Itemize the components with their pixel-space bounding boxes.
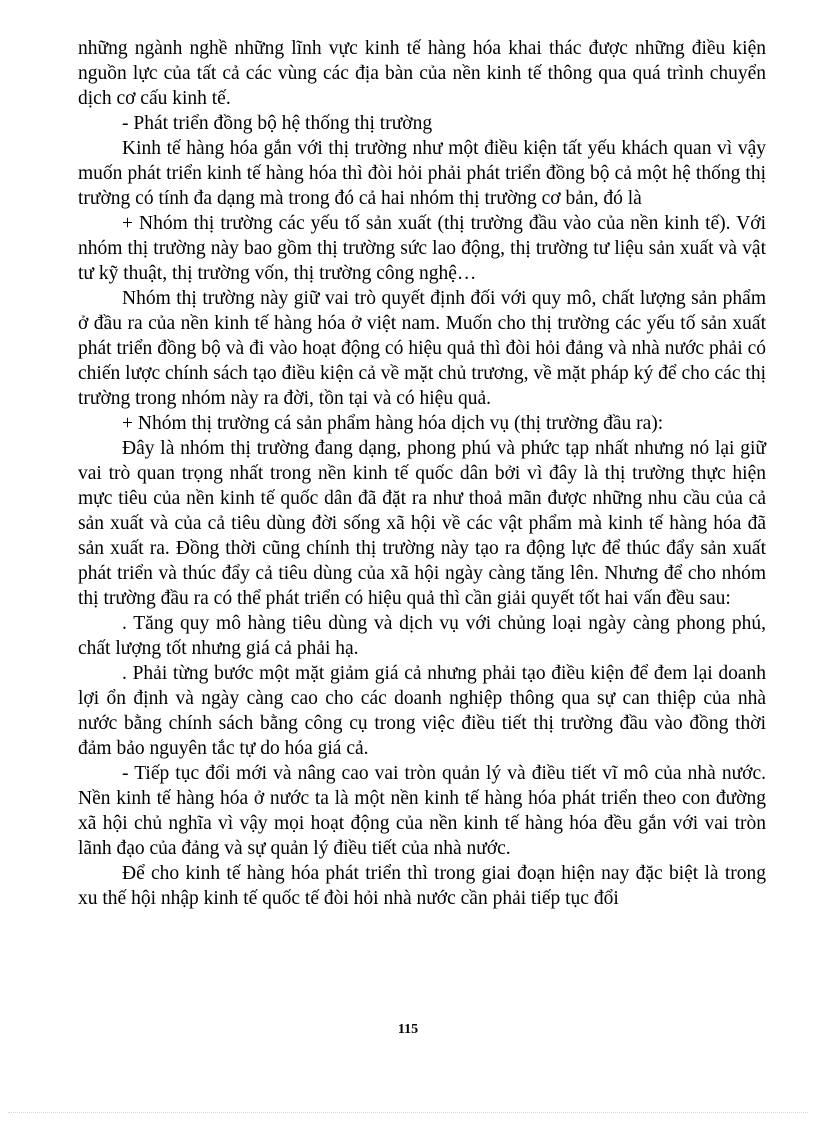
paragraph: + Nhóm thị trường cá sản phẩm hàng hóa dịch vụ (thị trường đầu ra): <box>122 413 664 434</box>
paragraph: + Nhóm thị trường các yếu tố sản xuất (thị trường đầu vào của nền kinh tế). Với nhóm thị trường này bao gồm thị trường sức lao động, thị trường tư liệu sản xuất và vật tư kỹ thuật, thị trường vốn, thị trường công nghệ… <box>78 213 766 284</box>
paragraph: Kinh tế hàng hóa gắn với thị trường như một điều kiện tất yếu khách quan vì vậy muốn phát triển kinh tế hàng hóa thì đòi hỏi phải phát triển đồng bộ cả một hệ thống thị trường có tính đa dạng mà trong đó cả hai nhóm thị trường cơ bản, đó là <box>78 138 766 209</box>
paragraph: Đây là nhóm thị trường đang dạng, phong phú và phức tạp nhất nhưng nó lại giữ vai trò quan trọng nhất trong nền kinh tế quốc dân bởi vì đây là thị trường thực hiện mực tiêu của nền kinh tế quốc dân đã đặt ra như thoả mãn được những nhu cầu của cả sản xuất và của cả tiêu dùng đời sống xã hội về các vật phẩm mà kinh tế hàng hóa đã sản xuất ra. Đồng thời cũng chính thị trường này tạo ra động lực để thúc đẩy sản xuất phát triển và thúc đẩy cả tiêu dùng của xã hội ngày càng tăng lên. Nhưng để cho nhóm thị trường đầu ra có thể phát triển có hiệu quả thì cần giải quyết tốt hai vấn đều sau: <box>78 438 766 609</box>
page-number: 115 <box>397 1022 419 1037</box>
paragraph-continuation: những ngành nghề những lĩnh vực kinh tế hàng hóa khai thác được những điều kiện nguồn lực của tất cả các vùng các địa bàn của nền kinh tế thông qua quá trình chuyển dịch cơ cấu kinh tế. <box>78 38 766 109</box>
document-body <box>78 36 766 911</box>
page-edge-divider <box>8 1112 808 1113</box>
paragraph: . Tăng quy mô hàng tiêu dùng và dịch vụ với chủng loại ngày càng phong phú, chất lượng tốt nhưng giá cả phải hạ. <box>78 613 766 659</box>
paragraph: Để cho kinh tế hàng hóa phát triển thì trong giai đoạn hiện nay đặc biệt là trong xu thế hội nhập kinh tế quốc tế đòi hỏi nhà nước cần phải tiếp tục đổi <box>78 863 766 909</box>
paragraph: . Phải từng bước một mặt giảm giá cả nhưng phải tạo điều kiện để đem lại doanh lợi ổn định và ngày càng cao cho các doanh nghiệp thông qua sự can thiệp của nhà nước bằng chính sách bằng công cụ trong việc điều tiết thị trường đầu vào đồng thời đảm bảo nguyên tắc tự do hóa giá cả. <box>78 663 766 759</box>
paragraph: Nhóm thị trường này giữ vai trò quyết định đối với quy mô, chất lượng sản phẩm ở đầu ra của nền kinh tế hàng hóa ở việt nam. Muốn cho thị trường các yếu tố sản xuất phát triển đồng bộ và đi vào hoạt động có hiệu quả thì đòi hỏi đảng và nhà nước phải có chiến lược chính sách tạo điều kiện cả về mặt chủ trương, về mặt pháp ký để cho các thị trường trong nhóm này ra đời, tồn tại và có hiệu quả. <box>78 288 766 409</box>
heading-market-system: - Phát triển đồng bộ hệ thống thị trường <box>122 113 433 134</box>
paragraph: - Tiếp tục đổi mới và nâng cao vai tròn quản lý và điều tiết vĩ mô của nhà nước. Nền kinh tế hàng hóa ở nước ta là một nền kinh tế hàng hóa phát triển theo con đường xã hội chủ nghĩa vì vậy mọi hoạt động của nền kinh tế hàng hóa đều gắn với vai tròn lãnh đạo của đảng và sự quản lý điều tiết của nhà nước. <box>78 763 766 859</box>
